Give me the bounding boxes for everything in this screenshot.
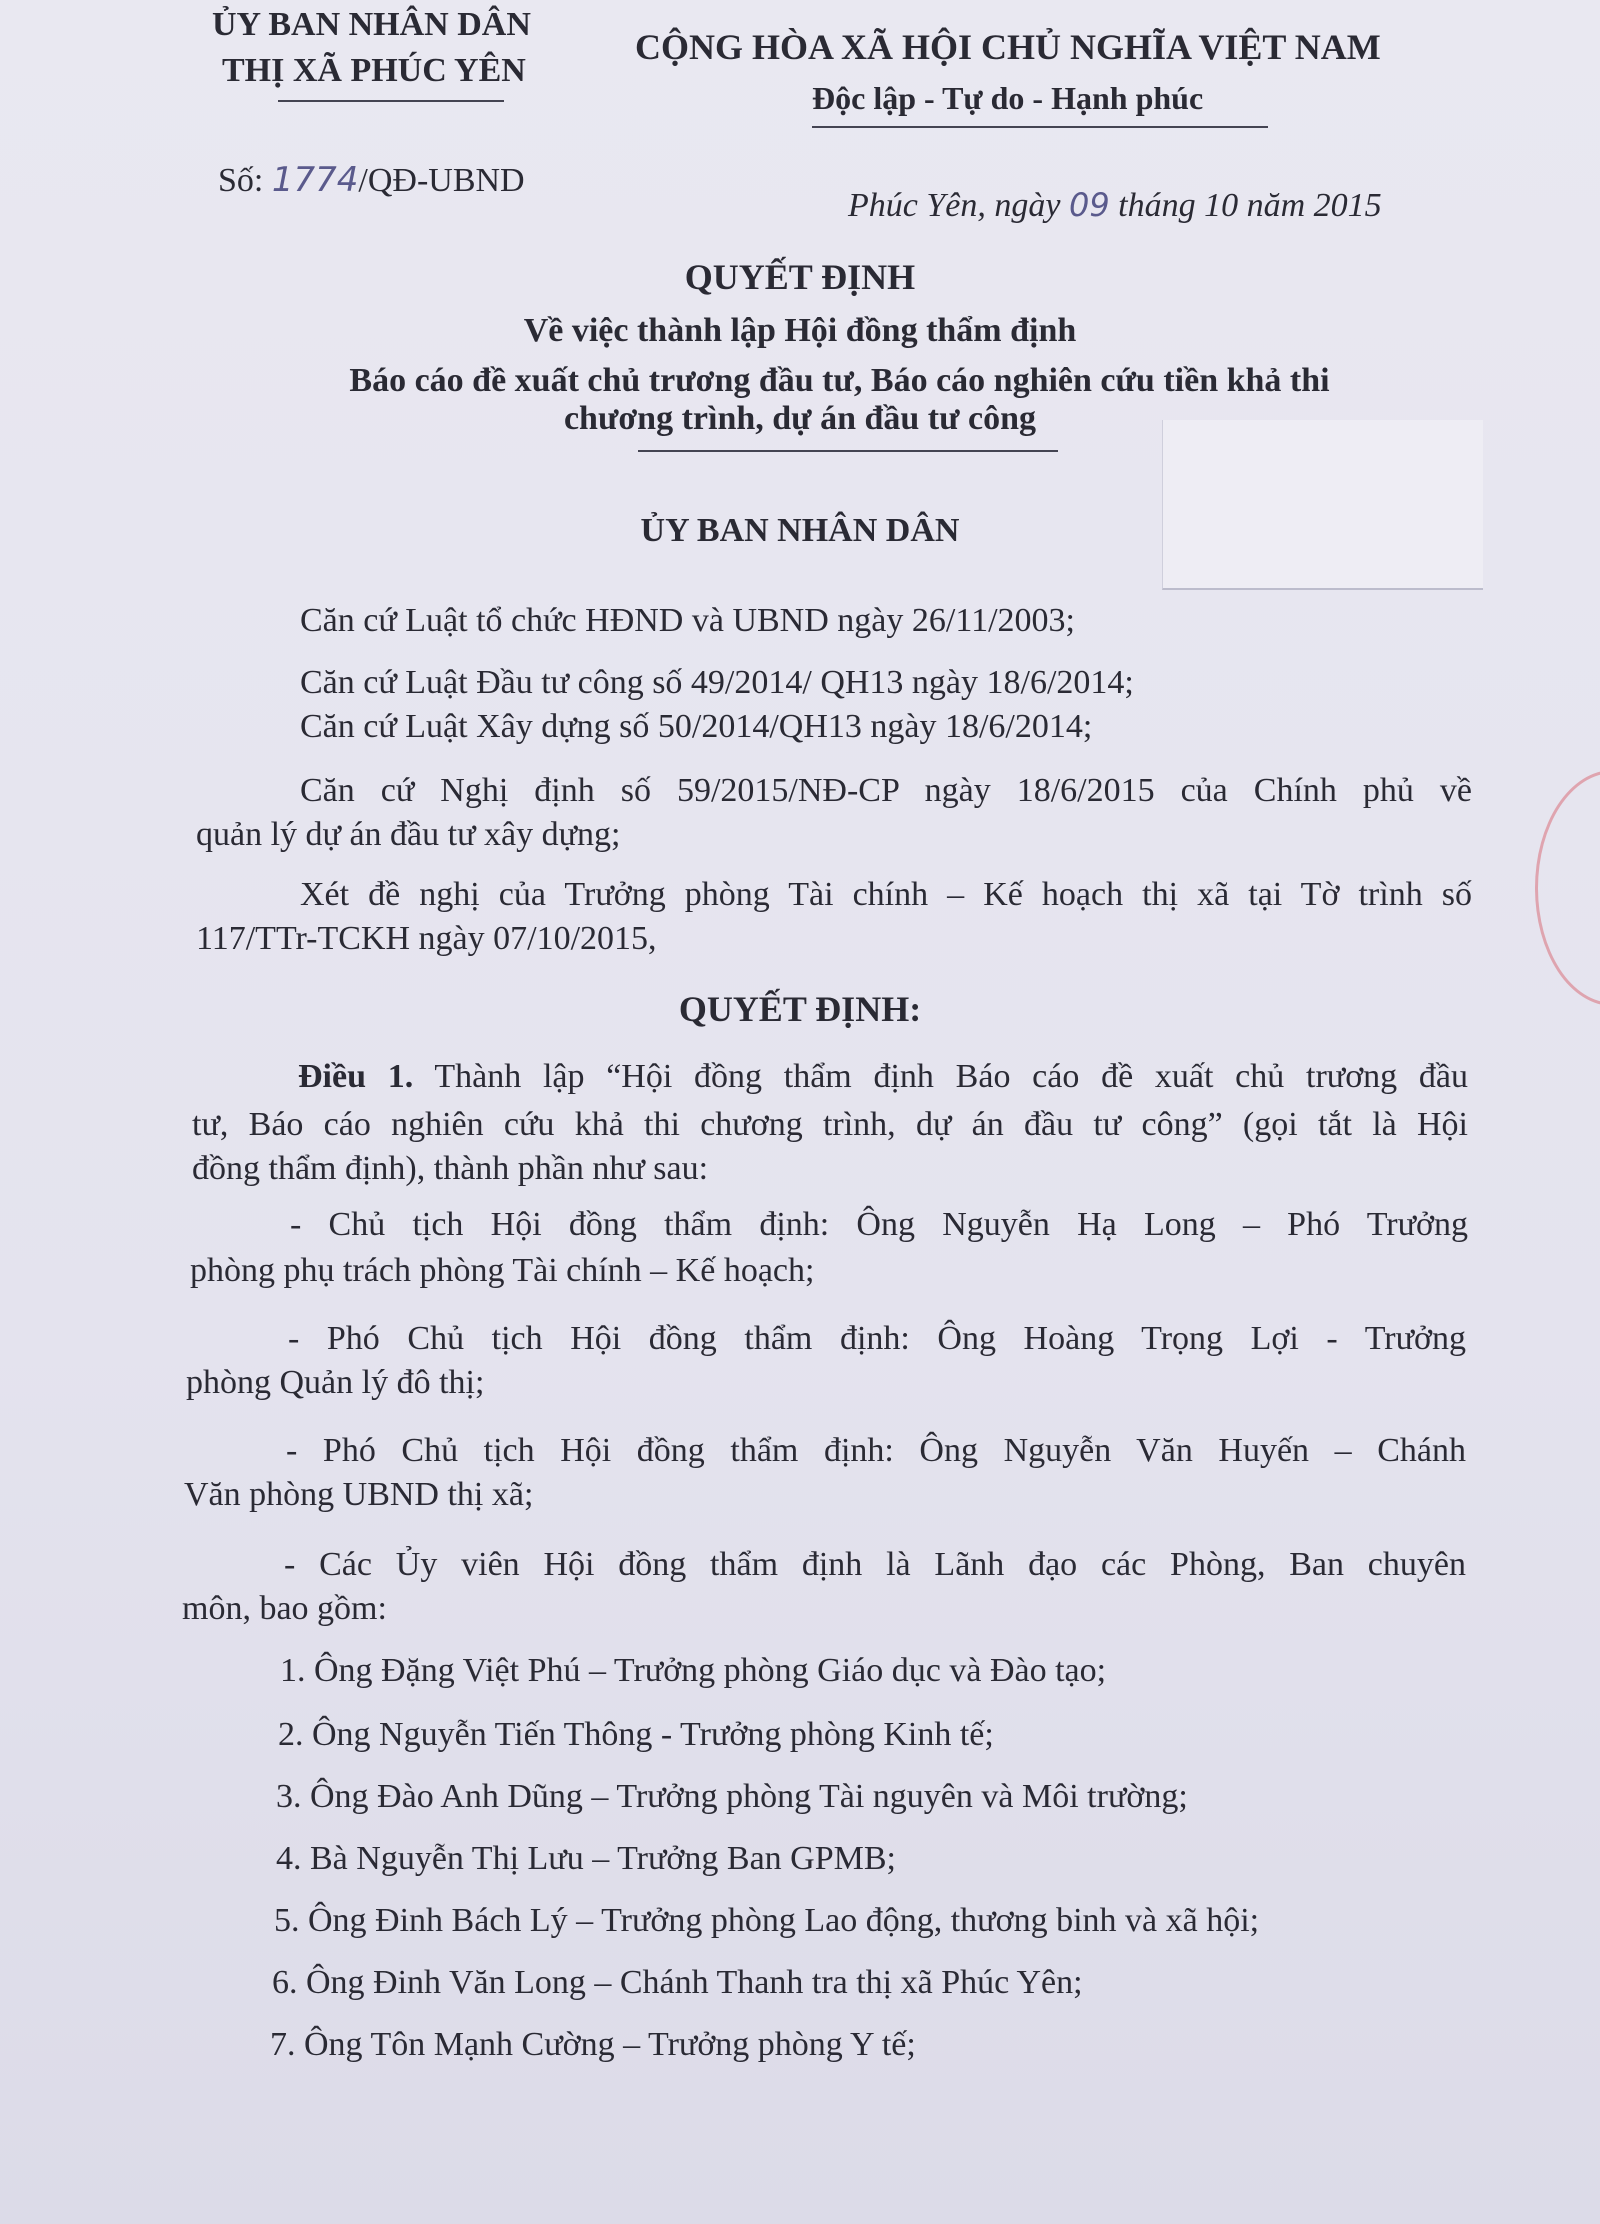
article-1-line2: tư, Báo cáo nghiên cứu khả thi chương trình, dự án đầu tư công” (gọi tắt là Hội <box>192 1106 1468 1143</box>
consideration-line2: 117/TTr-TCKH ngày 07/10/2015, <box>196 920 657 957</box>
committee-line2: môn, bao gồm: <box>182 1590 387 1627</box>
handwritten-day: 09 <box>1068 186 1110 224</box>
article-1-line1 <box>298 1056 1468 1098</box>
motto-underline <box>812 126 1268 128</box>
basis-2: Căn cứ Luật Đầu tư công số 49/2014/ QH13 ngày 18/6/2014; <box>300 664 1134 701</box>
national-title: CỘNG HÒA XÃ HỘI CHỦ NGHĨA VIỆT NAM <box>635 27 1381 67</box>
decision-subtitle-3: chương trình, dự án đầu tư công <box>563 400 1037 437</box>
committee-line1: - Các Ủy viên Hội đồng thẩm định là Lãnh đạo các Phòng, Ban chuyên <box>284 1546 1466 1583</box>
issuing-authority: ỦY BAN NHÂN DÂN <box>640 512 960 549</box>
vice-chair-1-line1: - Phó Chủ tịch Hội đồng thẩm định: Ông Hoàng Trọng Lợi - Trưởng <box>288 1320 1466 1357</box>
decision-title: QUYẾT ĐỊNH <box>684 257 916 297</box>
decision-subtitle-1: Về việc thành lập Hội đồng thẩm định <box>523 312 1077 349</box>
national-motto: Độc lập - Tự do - Hạnh phúc <box>812 80 1204 116</box>
vice-chair-2-line2: Văn phòng UBND thị xã; <box>184 1476 534 1513</box>
handwritten-number: 1774 <box>271 160 359 200</box>
agency-name: ỦY BAN NHÂN DÂN <box>212 6 531 43</box>
list-item: 6. Ông Đinh Văn Long – Chánh Thanh tra thị xã Phúc Yên; <box>272 1964 1083 2001</box>
list-item: 3. Ông Đào Anh Dũng – Trưởng phòng Tài nguyên và Môi trường; <box>276 1778 1188 1815</box>
red-seal-edge <box>1535 770 1600 1006</box>
decision-subtitle-2: Báo cáo đề xuất chủ trương đầu tư, Báo cáo nghiên cứu tiền khả thi <box>349 362 1330 399</box>
chair-line1: - Chủ tịch Hội đồng thẩm định: Ông Nguyễn Hạ Long – Phó Trưởng <box>290 1206 1468 1243</box>
date-suffix: tháng 10 năm 2015 <box>1118 187 1382 224</box>
article-1-label: Điều 1. <box>298 1058 414 1095</box>
document-number <box>218 160 525 200</box>
subtitle-underline <box>638 450 1058 452</box>
date-prefix: Phúc Yên, ngày <box>848 187 1061 224</box>
list-item: 5. Ông Đinh Bách Lý – Trưởng phòng Lao động, thương binh và xã hội; <box>274 1902 1260 1939</box>
basis-4-line2: quản lý dự án đầu tư xây dựng; <box>196 816 621 853</box>
article-1-text: Thành lập “Hội đồng thẩm định Báo cáo đề xuất chủ trương đầu <box>434 1058 1468 1095</box>
list-item: 4. Bà Nguyễn Thị Lưu – Trưởng Ban GPMB; <box>276 1840 896 1877</box>
consideration-line1: Xét đề nghị của Trưởng phòng Tài chính – Kế hoạch thị xã tại Tờ trình số <box>300 876 1472 913</box>
basis-4-line1: Căn cứ Nghị định số 59/2015/NĐ-CP ngày 18/6/2015 của Chính phủ về <box>300 772 1472 809</box>
number-prefix: Số: <box>218 162 264 199</box>
article-1-line3: đồng thẩm định), thành phần như sau: <box>192 1150 709 1187</box>
chair-line2: phòng phụ trách phòng Tài chính – Kế hoạch; <box>190 1252 815 1289</box>
document-date <box>848 186 1382 225</box>
agency-underline <box>278 100 504 102</box>
list-item: 7. Ông Tôn Mạnh Cường – Trưởng phòng Y tế; <box>270 2026 916 2063</box>
list-item: 1. Ông Đặng Việt Phú – Trưởng phòng Giáo dục và Đào tạo; <box>280 1652 1107 1689</box>
list-item: 2. Ông Nguyễn Tiến Thông - Trưởng phòng Kinh tế; <box>278 1716 994 1753</box>
agency-locality: THỊ XÃ PHÚC YÊN <box>222 52 526 89</box>
vice-chair-2-line1: - Phó Chủ tịch Hội đồng thẩm định: Ông Nguyễn Văn Huyến – Chánh <box>286 1432 1466 1469</box>
paper-patch <box>1162 420 1483 590</box>
basis-1: Căn cứ Luật tổ chức HĐND và UBND ngày 26/11/2003; <box>300 602 1075 639</box>
vice-chair-1-line2: phòng Quản lý đô thị; <box>186 1364 485 1401</box>
basis-3: Căn cứ Luật Xây dựng số 50/2014/QH13 ngày 18/6/2014; <box>300 708 1093 745</box>
decides-heading: QUYẾT ĐỊNH: <box>678 989 922 1029</box>
number-suffix: /QĐ-UBND <box>358 162 525 199</box>
